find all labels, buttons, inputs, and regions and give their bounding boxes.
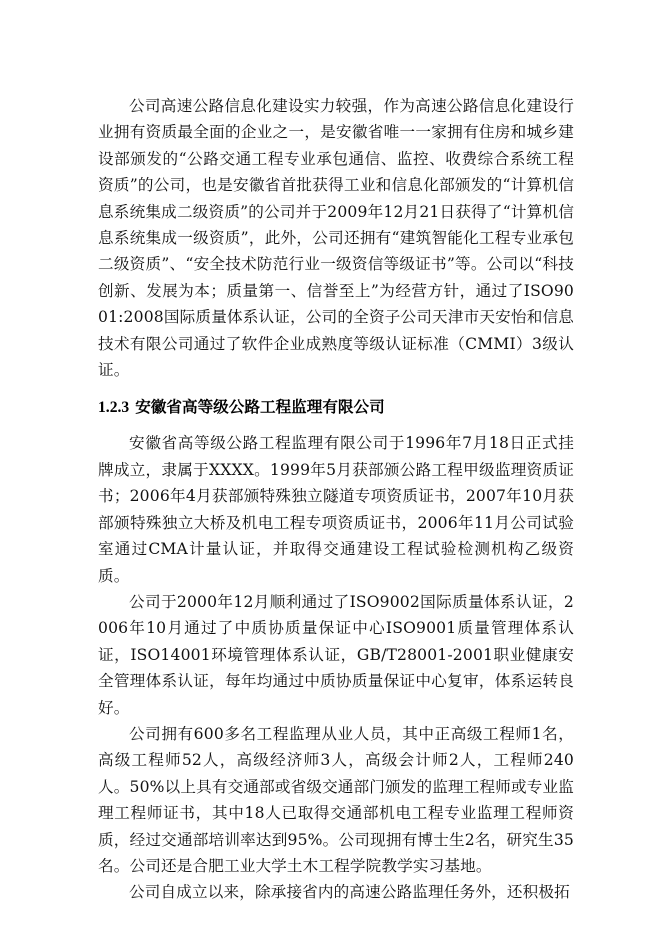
paragraph-company-history: 安徽省高等级公路工程监理有限公司于1996年7月18日正式挂牌成立，隶属于XXXX。1999年5月获部颁公路工程甲级监理资质证书；2006年4月获部颁特殊独立隧道专项资质证书，2007年10月获部颁特殊独立大桥及机电工程专项资质证书，2006年11月公司试验室通过CMA计量认证，并取得交通建设工程试验检测机构乙级资质。 [98,434,574,585]
section-heading [98,394,574,421]
document-body [98,93,574,906]
section-title: 安徽省高等级公路工程监理有限公司 [135,398,385,417]
paragraph-certifications: 公司于2000年12月顺利通过了ISO9002国际质量体系认证，2006年10月通过了中质协质量保证中心ISO9001质量管理体系认证，ISO14001环境管理体系认证，GB/T28001-2001职业健康安全管理体系认证，每年均通过中质协质量保证中心复审，体系运转良好。 [98,592,574,717]
paragraph-staff: 公司拥有600多名工程监理从业人员，其中正高级工程师1名，高级工程师52人，高级经济师3人，高级会计师2人，工程师240人。50%以上具有交通部或省级交通部门颁发的监理工程师或专业监理工程师证书，其中18人已取得交通部机电工程专业监理工程师资质，经过交通部培训率达到95%。公司现拥有博士生2名，研究生35名。公司还是合肥工业大学土木工程学院教学实习基地。 [98,724,574,875]
paragraph-informatization: 公司高速公路信息化建设实力较强，作为高速公路信息化建设行业拥有资质最全面的企业之一，是安徽省唯一一家拥有住房和城乡建设部颁发的“公路交通工程专业承包通信、监控、收费综合系统工程资质”的公司，也是安徽省首批获得工业和信息化部颁发的“计算机信息系统集成二级资质”的公司并于2009年12月21日获得了“计算机信息系统集成一级资质”，此外，公司还拥有“建筑智能化工程专业承包二级资质”、“安全技术防范行业一级资信等级证书”等。公司以“科技创新、发展为本；质量第一、信誉至上”为经营方针，通过了ISO9001:2008国际质量体系认证，公司的全资子公司天津市天安怡和信息技术有限公司通过了软件企业成熟度等级认证标准（CMMI）3级认证。 [98,97,574,380]
paragraph-projects: 公司自成立以来，除承接省内的高速公路监理任务外，还积极拓 [129,883,570,902]
section-number: 1.2.3 [98,399,130,417]
